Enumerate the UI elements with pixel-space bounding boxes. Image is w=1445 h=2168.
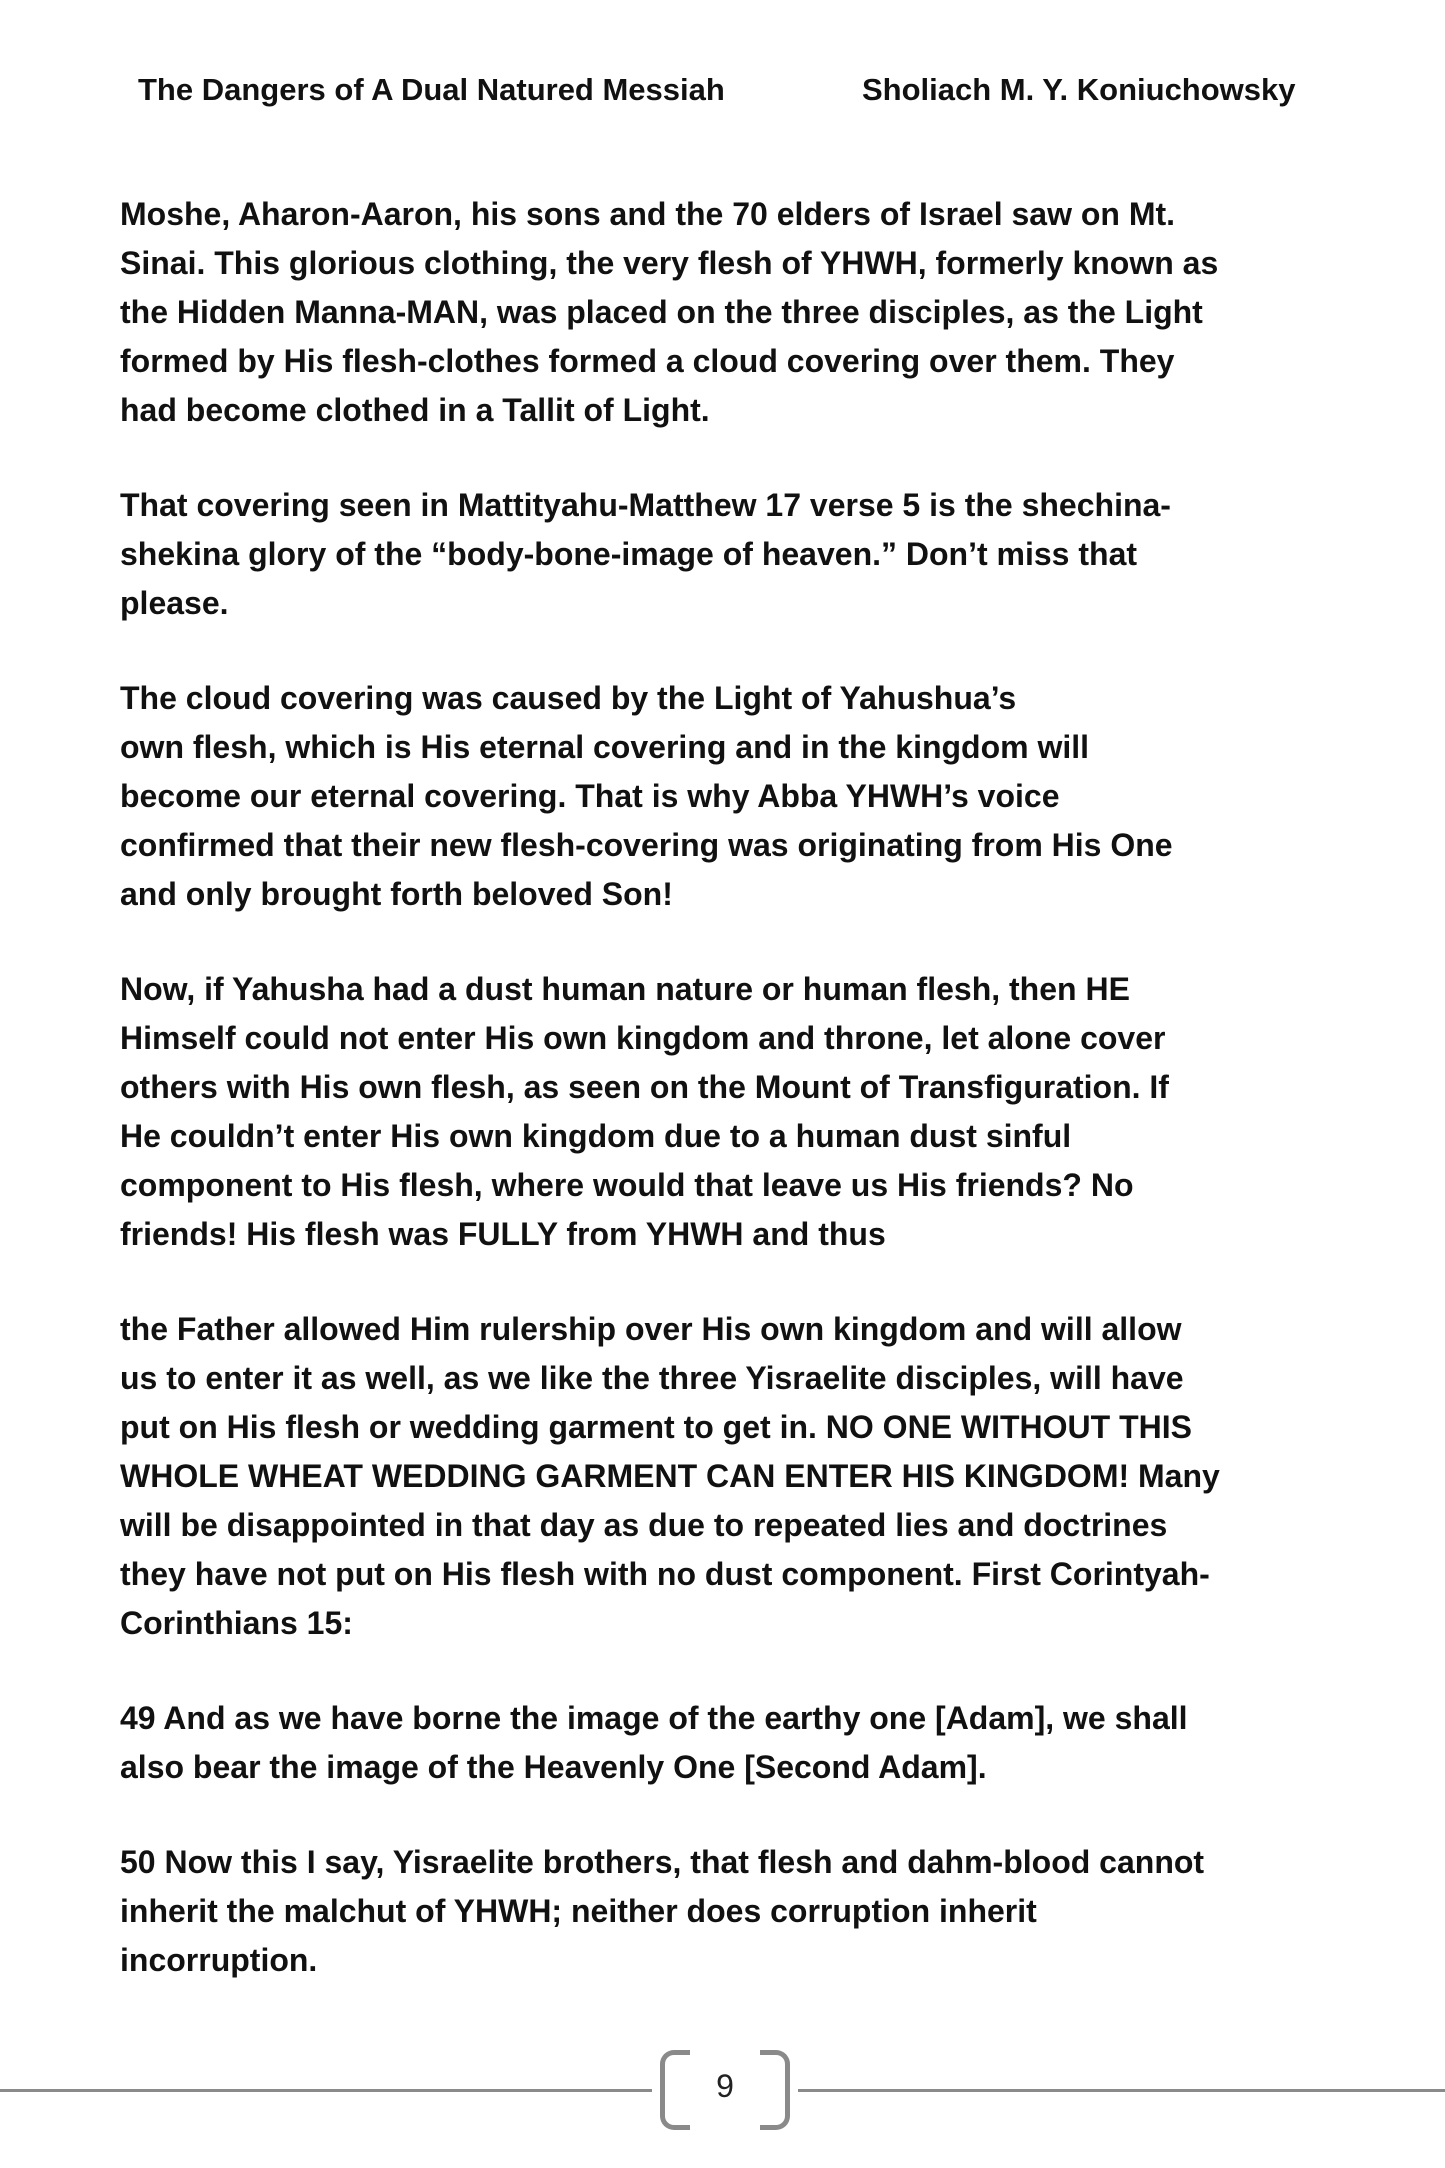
author-name: Sholiach M. Y. Koniuchowsky (862, 72, 1296, 107)
footer-rule-left (0, 2089, 652, 2092)
left-brace-ornament (660, 2050, 690, 2130)
text-line: will be disappointed in that day as due to repeated lies and doctrines (120, 1507, 1168, 1543)
text-line: own flesh, which is His eternal covering and in the kingdom will (120, 729, 1090, 765)
book-title: The Dangers of A Dual Natured Messiah (138, 72, 725, 107)
text-line: Sinai. This glorious clothing, the very flesh of YHWH, formerly known as (120, 245, 1219, 281)
text-line: and only brought forth beloved Son! (120, 876, 673, 912)
text-line: Now, if Yahusha had a dust human nature or human flesh, then HE (120, 971, 1130, 1007)
text-line: WHOLE WHEAT WEDDING GARMENT CAN ENTER HIS KINGDOM! Many (120, 1458, 1220, 1494)
text-line: 50 Now this I say, Yisraelite brothers, that flesh and dahm-blood cannot (120, 1844, 1205, 1880)
text-line: Moshe, Aharon-Aaron, his sons and the 70 elders of Israel saw on Mt. (120, 196, 1176, 232)
page-header (0, 72, 1445, 122)
page-number: 9 (716, 2068, 734, 2104)
paragraph (120, 674, 1335, 919)
text-line: shekina glory of the “body-bone-image of heaven.” Don’t miss that (120, 536, 1138, 572)
text-line: incorruption. (120, 1942, 318, 1978)
paragraph (120, 481, 1335, 628)
right-brace-ornament (760, 2050, 790, 2130)
text-line: inherit the malchut of YHWH; neither does corruption inherit (120, 1893, 1037, 1929)
text-line: confirmed that their new flesh-covering was originating from His One (120, 827, 1173, 863)
text-line: Himself could not enter His own kingdom and throne, let alone cover (120, 1020, 1166, 1056)
text-line: That covering seen in Mattityahu-Matthew 17 verse 5 is the shechina- (120, 487, 1171, 523)
paragraph (120, 1305, 1335, 1648)
paragraph (120, 1694, 1335, 1792)
text-line: formed by His flesh-clothes formed a cloud covering over them. They (120, 343, 1175, 379)
page-body (120, 190, 1335, 2031)
text-line: us to enter it as well, as we like the three Yisraelite disciples, will have (120, 1360, 1184, 1396)
text-line: Corinthians 15: (120, 1605, 353, 1641)
text-line: become our eternal covering. That is why Abba YHWH’s voice (120, 778, 1060, 814)
paragraph (120, 965, 1335, 1259)
text-line: please. (120, 585, 229, 621)
text-line: others with His own flesh, as seen on the Mount of Transfiguration. If (120, 1069, 1169, 1105)
text-line: also bear the image of the Heavenly One [Second Adam]. (120, 1749, 987, 1785)
footer-rule-right (798, 2089, 1445, 2092)
text-line: He couldn’t enter His own kingdom due to a human dust sinful (120, 1118, 1072, 1154)
text-line: The cloud covering was caused by the Light of Yahushua’s (120, 680, 1017, 716)
text-line: the Hidden Manna-MAN, was placed on the three disciples, as the Light (120, 294, 1203, 330)
text-line: component to His flesh, where would that leave us His friends? No (120, 1167, 1134, 1203)
page-footer (0, 2050, 1445, 2130)
text-line: put on His flesh or wedding garment to get in. NO ONE WITHOUT THIS (120, 1409, 1192, 1445)
text-line: 49 And as we have borne the image of the earthy one [Adam], we shall (120, 1700, 1188, 1736)
text-line: the Father allowed Him rulership over His own kingdom and will allow (120, 1311, 1182, 1347)
paragraph (120, 190, 1335, 435)
paragraph (120, 1838, 1335, 1985)
text-line: had become clothed in a Tallit of Light. (120, 392, 710, 428)
text-line: friends! His flesh was FULLY from YHWH and thus (120, 1216, 886, 1252)
text-line: they have not put on His flesh with no dust component. First Corintyah- (120, 1556, 1210, 1592)
